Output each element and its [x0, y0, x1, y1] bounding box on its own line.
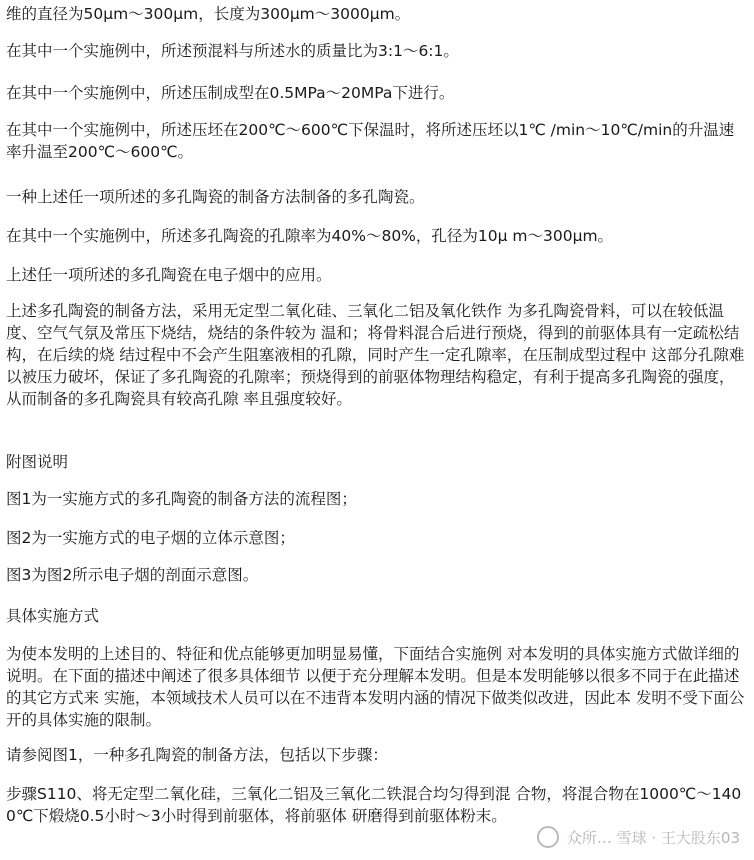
paragraph-2: 在其中一个实施例中，所述压制成型在0.5MPa～20MPa下进行。 [6, 84, 455, 102]
paragraph-13: 为使本发明的上述目的、特征和优点能够更加明显易懂，下面结合实施例 对本发明的具体实施方式做详细的说明。在下面的描述中阐述了很多具体细节 以便于充分理解本发明。但是本发明能够以很多不同于在此描述的其它方式来 实施，本领域技术人员可以在不违背本发明内涵的情况下做类似改进，因此本 发明不受下面公开的具体实施的限制。 [6, 645, 745, 729]
paragraph-14: 请参阅图1，一种多孔陶瓷的制备方法，包括以下步骤： [6, 746, 388, 764]
paragraph-7: 上述多孔陶瓷的制备方法，采用无定型二氧化硅、三氧化二铝及氧化铁作 为多孔陶瓷骨料，可以在较低温度、空气气氛及常压下烧结，烧结的条件较为 温和；将骨料混合后进行预烧，得到的前驱体具有一定疏松结构，在后续的烧 结过程中不会产生阻塞液相的孔隙，同时产生一定孔隙率，在压制成型过程中 这部分孔隙难以被压力破坏，保证了多孔陶瓷的孔隙率；预烧得到的前驱体物理结构稳定，有利于提高多孔陶瓷的强度，从而制备的多孔陶瓷具有较高孔隙 率且强度较好。 [6, 302, 745, 408]
paragraph-11: 图3为图2所示电子烟的剖面示意图。 [6, 566, 259, 584]
paragraph-8: 附图说明 [6, 453, 69, 471]
paragraph-0: 维的直径为50μm～300μm，长度为300μm～3000μm。 [6, 5, 411, 23]
paragraph-1: 在其中一个实施例中，所述预混料与所述水的质量比为3:1～6:1。 [6, 42, 459, 60]
paragraph-6: 上述任一项所述的多孔陶瓷在电子烟中的应用。 [6, 266, 332, 284]
watermark [537, 826, 740, 848]
paragraph-15: 步骤S110、将无定型二氧化硅，三氧化二铝及三氧化二铁混合均匀得到混 合物，将混合物在1000℃～1400℃下煅烧0.5小时～3小时得到前驱体，将前驱体 研磨得到前驱体粉末。 [6, 785, 742, 825]
watermark-logo-icon [537, 826, 559, 848]
paragraph-10: 图2为一实施方式的电子烟的立体示意图； [6, 529, 295, 547]
paragraph-3: 在其中一个实施例中，所述压坯在200℃～600℃下保温时，将所述压坯以1℃ /min～10℃/min的升温速率升温至200℃～600℃。 [6, 121, 735, 161]
paragraph-4: 一种上述任一项所述的多孔陶瓷的制备方法制备的多孔陶瓷。 [6, 188, 425, 206]
watermark-text: 众所… 雪球 · 王大股东03 [566, 828, 740, 847]
paragraph-5: 在其中一个实施例中，所述多孔陶瓷的孔隙率为40%～80%，孔径为10μ m～300μm。 [6, 227, 614, 245]
paragraph-9: 图1为一实施方式的多孔陶瓷的制备方法的流程图； [6, 490, 357, 508]
paragraph-12: 具体实施方式 [6, 607, 100, 625]
